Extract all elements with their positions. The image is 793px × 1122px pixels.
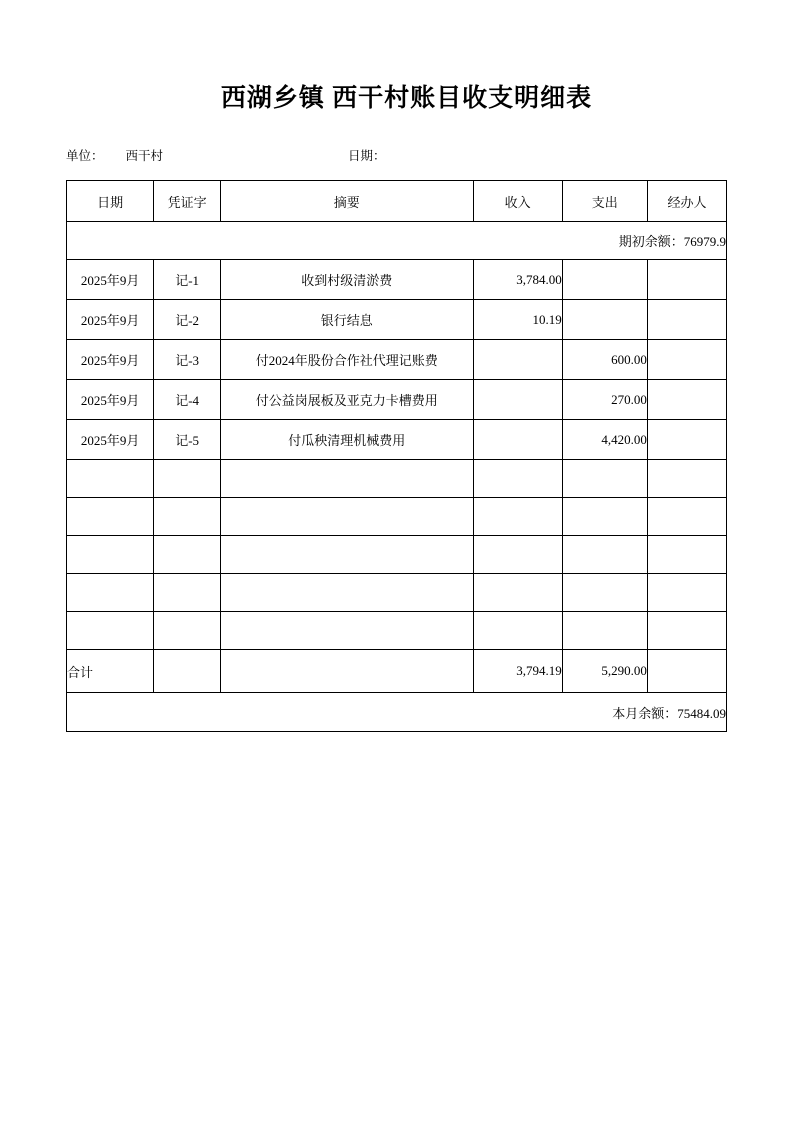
cell-income [473,420,562,460]
cell-expense: 270.00 [562,380,647,420]
cell-income [473,612,562,650]
table-row [67,260,727,300]
cell-voucher: 记-5 [154,420,221,460]
column-header-voucher: 凭证字 [154,181,221,222]
cell-date [67,498,154,536]
total-row [67,650,727,693]
cell-date [67,536,154,574]
cell-handler [647,460,726,498]
cell-handler [647,300,726,340]
cell-voucher: 记-3 [154,340,221,380]
cell-voucher: 记-2 [154,300,221,340]
total-income: 3,794.19 [473,650,562,693]
table-row [67,380,727,420]
cell-summary: 付瓜秧清理机械费用 [221,420,473,460]
ledger-table [66,180,727,732]
cell-income [473,380,562,420]
cell-voucher: 记-1 [154,260,221,300]
table-row [67,612,727,650]
table-row [67,460,727,498]
cell-date: 2025年9月 [67,380,154,420]
opening-balance-value: 76979.9 [683,234,726,249]
cell-date [67,612,154,650]
cell-date: 2025年9月 [67,340,154,380]
document-meta [0,146,793,164]
column-header-date: 日期 [67,181,154,222]
cell-income: 3,784.00 [473,260,562,300]
table-header [67,181,727,222]
cell-summary [221,536,473,574]
cell-date: 2025年9月 [67,300,154,340]
table-row [67,340,727,380]
cell-handler [647,340,726,380]
total-voucher-cell [154,650,221,693]
cell-summary [221,460,473,498]
header-row [67,181,727,222]
cell-handler [647,380,726,420]
cell-summary [221,498,473,536]
cell-expense [562,612,647,650]
cell-summary: 付公益岗展板及亚克力卡槽费用 [221,380,473,420]
cell-date: 2025年9月 [67,260,154,300]
cell-expense: 600.00 [562,340,647,380]
cell-summary: 付2024年股份合作社代理记账费 [221,340,473,380]
table-row [67,300,727,340]
column-header-income: 收入 [473,181,562,222]
date-label: 日期： [348,149,386,163]
cell-voucher [154,612,221,650]
column-header-handler: 经办人 [647,181,726,222]
table-body [67,222,727,732]
cell-handler [647,260,726,300]
cell-summary: 银行结息 [221,300,473,340]
cell-handler [647,574,726,612]
table-row [67,498,727,536]
opening-balance-row [67,222,727,260]
closing-balance-label: 本月余额： [612,705,678,721]
cell-handler [647,498,726,536]
cell-expense [562,574,647,612]
cell-income [473,340,562,380]
cell-expense [562,460,647,498]
total-summary-cell [221,650,473,693]
opening-balance-cell [67,222,727,260]
table-row [67,574,727,612]
unit-value: 西干村 [125,149,164,163]
cell-date: 2025年9月 [67,420,154,460]
closing-balance-cell [67,693,727,732]
cell-expense [562,300,647,340]
cell-voucher: 记-4 [154,380,221,420]
cell-voucher [154,498,221,536]
cell-handler [647,536,726,574]
cell-expense [562,498,647,536]
cell-date [67,460,154,498]
cell-income: 10.19 [473,300,562,340]
cell-income [473,536,562,574]
page-title: 西湖乡镇 西干村账目收支明细表 [220,85,593,112]
cell-voucher [154,574,221,612]
cell-date [67,574,154,612]
column-header-expense: 支出 [562,181,647,222]
total-label: 合计 [67,650,154,693]
table-row [67,420,727,460]
cell-summary: 收到村级清淤费 [221,260,473,300]
column-header-summary: 摘要 [221,181,473,222]
cell-income [473,498,562,536]
closing-balance-value: 75484.09 [677,705,726,721]
cell-summary [221,612,473,650]
closing-balance-row [67,693,727,732]
opening-balance-label: 期初余额： [618,234,684,249]
cell-summary [221,574,473,612]
ledger-table-wrapper [0,180,793,732]
cell-income [473,574,562,612]
cell-handler [647,612,726,650]
cell-expense [562,260,647,300]
cell-voucher [154,536,221,574]
cell-handler [647,420,726,460]
cell-income [473,460,562,498]
unit-label: 单位： [66,149,104,163]
cell-voucher [154,460,221,498]
cell-expense: 4,420.00 [562,420,647,460]
cell-expense [562,536,647,574]
total-expense: 5,290.00 [562,650,647,693]
total-handler [647,650,726,693]
table-row [67,536,727,574]
